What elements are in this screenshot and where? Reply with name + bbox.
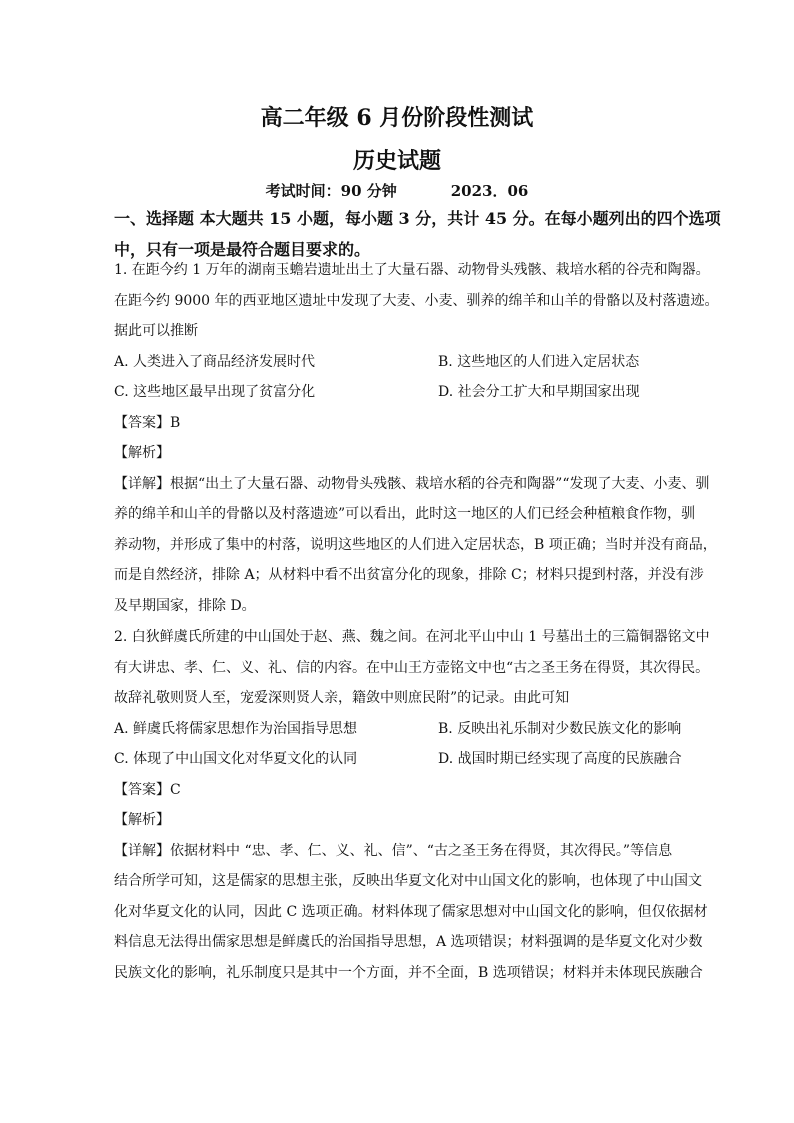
detail-line: 而是自然经济，排除 A；从材料中看不出贫富分化的现象，排除 C；材料只提到村落，并没有涉 <box>114 567 704 583</box>
exam-time: 考试时间：90 分钟 <box>265 182 397 200</box>
analysis-label: 【解析】 <box>114 445 170 461</box>
question-stem-line: 有大讲忠、孝、仁、义、礼、信的内容。在中山王方壶铭文中也“古之圣王务在得贤，其次得民。 <box>114 659 710 676</box>
question-stem-line: 在距今约 9000 年的西亚地区遗址中发现了大麦、小麦、驯养的绵羊和山羊的骨骼以及村落遗迹。 <box>114 292 719 309</box>
question-stem-line: 故辞礼敬则贤人至，宠爱深则贤人亲，籍敛中则庶民附”的记录。由此可知 <box>114 690 570 706</box>
detail-line: 养动物，并形成了集中的村落，说明这些地区的人们进入定居状态，B 项正确；当时并没有商品， <box>114 536 717 553</box>
detail-line: 养的绵羊和山羊的骨骼以及村落遗迹”可以看出，此时这一地区的人们已经会种植粮食作物，驯 <box>114 506 696 522</box>
option-d: D. 战国时期已经实现了高度的民族融合 <box>438 751 682 767</box>
question-stem-line: 2. 白狄鲜虞氏所建的中山国处于赵、燕、魏之间。在河北平山中山 1 号墓出土的三篇铜器铭文中 <box>114 629 710 645</box>
question-stem-line: 据此可以推断 <box>114 323 198 339</box>
exam-date: 2023．06 <box>450 182 529 200</box>
options-row <box>114 744 714 775</box>
detail-line: 民族文化的影响，礼乐制度只是其中一个方面，并不全面，B 选项错误；材料并未体现民族融合 <box>114 964 703 981</box>
detail-line: 化对华夏文化的认同，因此 C 选项正确。材料体现了儒家思想对中山国文化的影响，但仅依据材 <box>114 903 708 920</box>
options-row <box>114 714 714 745</box>
analysis-label: 【解析】 <box>114 812 170 828</box>
option-c: C. 这些地区最早出现了贫富分化 <box>114 384 316 400</box>
detail-line: 【详解】根据“出土了大量石器、动物骨头残骸、栽培水稻的谷壳和陶器”“发现了大麦、小麦、驯 <box>114 475 710 492</box>
options-row <box>114 377 714 408</box>
detail-line: 料信息无法得出儒家思想是鲜虞氏的治国指导思想，A 选项错误；材料强调的是华夏文化对少数 <box>114 934 703 950</box>
answer-label: 【答案】C <box>114 781 181 798</box>
question-1 <box>114 255 719 621</box>
exam-meta <box>0 180 794 201</box>
option-c: C. 体现了中山国文化对华夏文化的认同 <box>114 751 358 767</box>
option-a: A. 鲜虞氏将儒家思想作为治国指导思想 <box>114 720 358 737</box>
option-b: B. 这些地区的人们进入定居状态 <box>438 353 640 370</box>
option-b: B. 反映出礼乐制对少数民族文化的影响 <box>438 720 682 737</box>
options-row <box>114 347 714 378</box>
detail-line: 及早期国家，排除 D。 <box>114 597 256 614</box>
detail-line: 结合所学可知，这是儒家的思想主张，反映出华夏文化对中山国文化的影响，也体现了中山国文 <box>114 873 702 889</box>
section-line: 一、选择题 本大题共 15 小题，每小题 3 分，共计 45 分。在每小题列出的四个选项 <box>114 209 721 228</box>
exam-title: 高二年级 6 月份阶段性测试 <box>260 105 534 131</box>
section-line: 中，只有一项是最符合题目要求的。 <box>114 239 371 259</box>
answer-label: 【答案】B <box>114 414 181 431</box>
detail-line: 【详解】依据材料中 “忠、孝、仁、义、礼、信”、“古之圣王务在得贤，其次得民。”等信息 <box>114 842 673 859</box>
question-2 <box>114 622 714 988</box>
option-a: A. 人类进入了商品经济发展时代 <box>114 353 316 370</box>
exam-subtitle: 历史试题 <box>352 148 441 174</box>
question-stem-line: 1. 在距今约 1 万年的湖南玉蟾岩遗址出土了大量石器、动物骨头残骸、栽培水稻的谷壳和陶器。 <box>114 262 710 278</box>
option-d: D. 社会分工扩大和早期国家出现 <box>438 384 640 400</box>
